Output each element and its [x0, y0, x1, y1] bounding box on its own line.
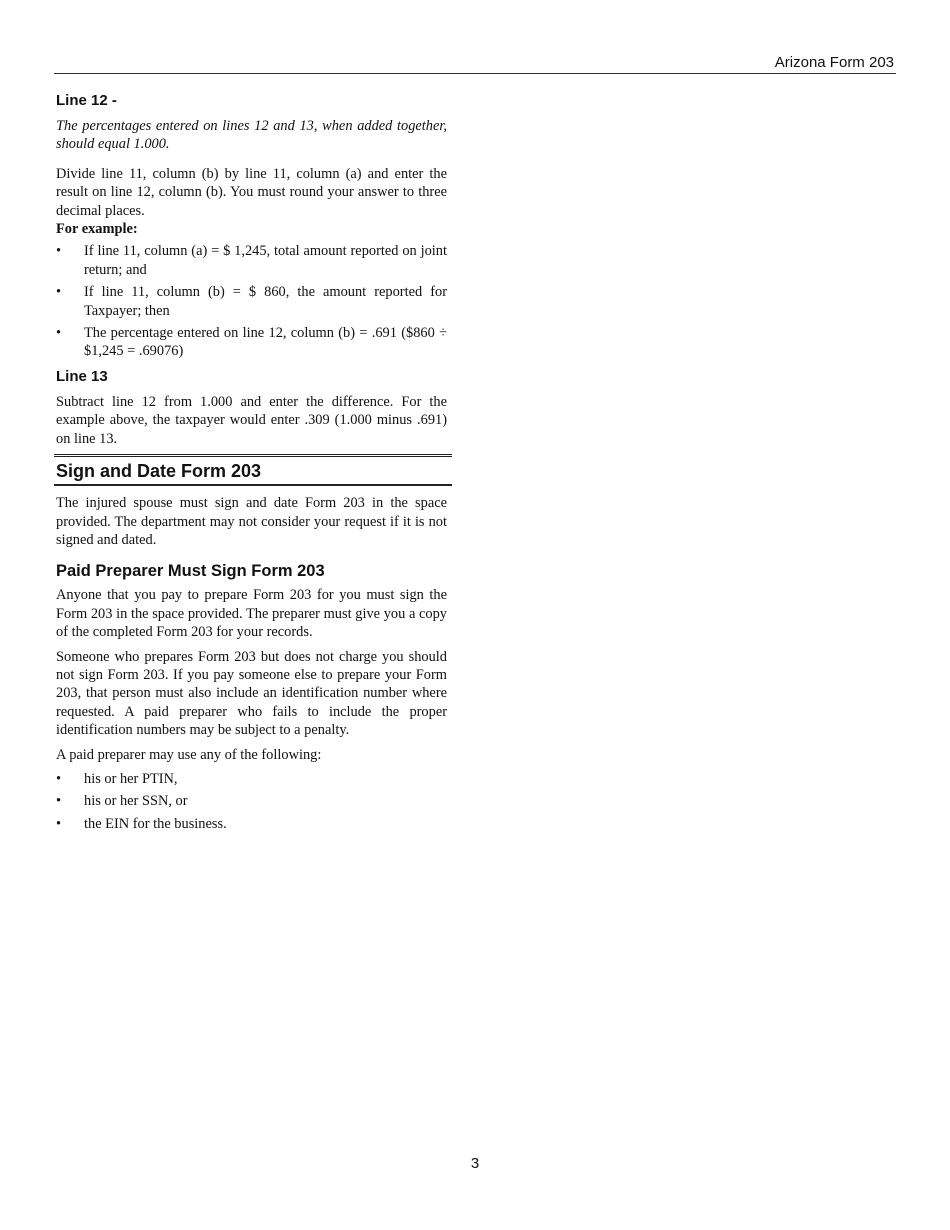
instructions-column	[56, 91, 447, 839]
preparer-section-title: Paid Preparer Must Sign Form 203	[56, 562, 325, 581]
bullet-icon: •	[56, 815, 62, 832]
list-item-text: his or her PTIN,	[84, 770, 178, 787]
bullet-icon: •	[56, 770, 62, 787]
line12-note: The percentages entered on lines 12 and 13, when added together, should equal 1.000.	[56, 118, 447, 153]
list-item	[56, 242, 447, 279]
list-item	[56, 283, 447, 320]
list-item-text: the EIN for the business.	[84, 815, 227, 832]
preparer-list-intro: A paid preparer may use any of the following:	[56, 746, 322, 763]
form-title-header: Arizona Form 203	[774, 54, 894, 71]
list-item	[56, 770, 447, 788]
list-item	[56, 815, 447, 833]
example-label: For example:	[56, 221, 138, 238]
bullet-icon: •	[56, 793, 62, 810]
header-rule	[54, 73, 896, 74]
bullet-icon: •	[56, 325, 62, 342]
list-item-text: his or her SSN, or	[84, 793, 188, 810]
preparer-id-options-list	[56, 770, 447, 833]
sign-section-text: The injured spouse must sign and date Form 203 in the space provided. The department may not consider your request if it is not signed and dated.	[56, 495, 447, 548]
preparer-paragraph-1: Anyone that you pay to prepare Form 203 for you must sign the Form 203 in the space provided. The preparer must give you a copy of the completed Form 203 for your records.	[56, 587, 447, 641]
sign-section-title: Sign and Date Form 203	[56, 461, 262, 482]
example-bullet-list	[56, 242, 447, 360]
list-item-text: If line 11, column (b) = $ 860, the amount reported for Taxpayer; then	[84, 284, 447, 319]
line12-heading: Line 12 -	[56, 92, 117, 109]
list-item	[56, 792, 447, 810]
line13-text: Subtract line 12 from 1.000 and enter the difference. For the example above, the taxpayer would enter .309 (1.000 minus .691) on line 13.	[56, 393, 447, 447]
bullet-icon: •	[56, 284, 62, 301]
preparer-paragraph-2: Someone who prepares Form 203 but does not charge you should not sign Form 203. If you pay someone else to prepare your Form 203, that person must also include an identification number where requested. A paid preparer who fails to include the proper identification numbers may be subject to a penalty.	[56, 648, 447, 739]
sign-section-band	[54, 454, 452, 486]
line12-instruction: Divide line 11, column (b) by line 11, column (a) and enter the result on line 12, column (b). You must round your answer to three decimal places.	[56, 165, 447, 219]
page-number: 3	[470, 1155, 480, 1172]
list-item-text: If line 11, column (a) = $ 1,245, total amount reported on joint return; and	[84, 243, 447, 278]
line13-heading: Line 13	[56, 367, 108, 385]
bullet-icon: •	[56, 243, 62, 260]
list-item-text: The percentage entered on line 12, column (b) = .691 ($860 ÷ $1,245 = .69076)	[84, 325, 447, 360]
list-item	[56, 324, 447, 361]
